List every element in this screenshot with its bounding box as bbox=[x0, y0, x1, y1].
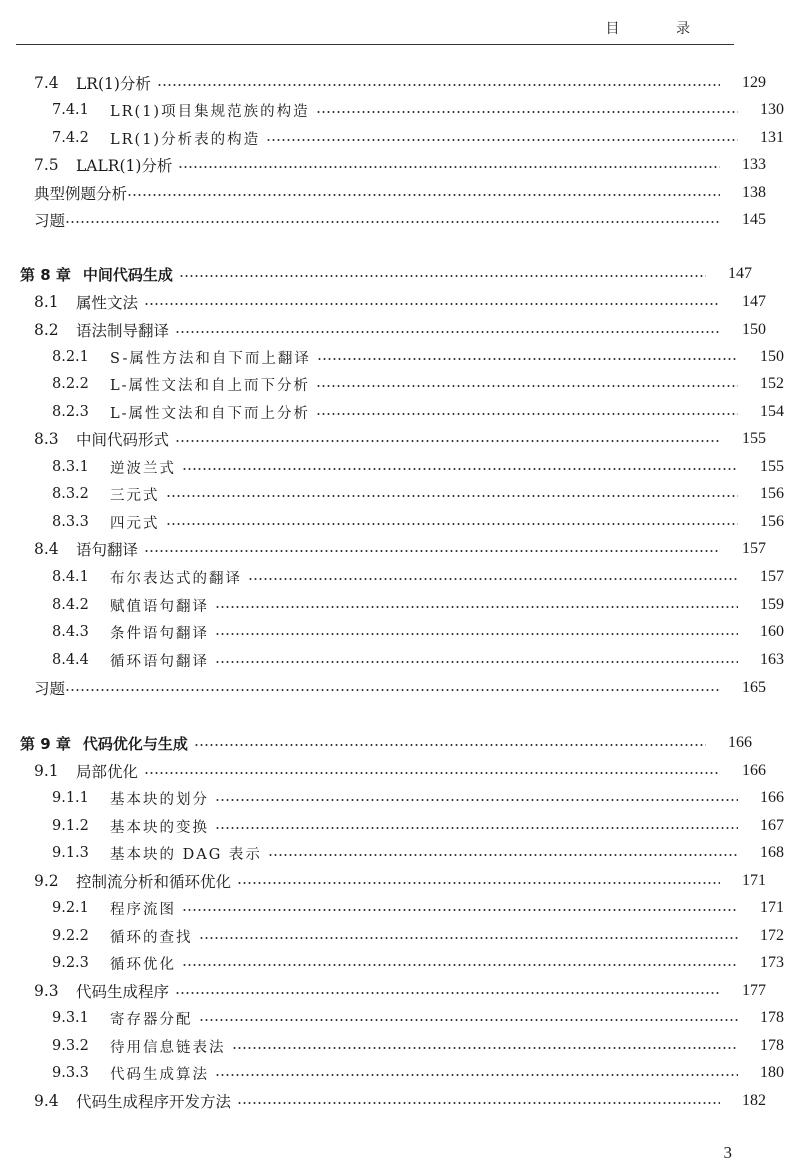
toc-entry-page: 166 bbox=[760, 789, 784, 806]
toc-entry-number: 9.1.1 bbox=[52, 790, 89, 806]
toc-entry-title: LR(1)分析表的构造 bbox=[110, 131, 261, 148]
toc-entry-title: 基本块的变换 bbox=[110, 819, 209, 836]
toc-entry-page: 173 bbox=[760, 954, 784, 971]
dot-leader bbox=[232, 1047, 739, 1049]
toc-entry-title: LR(1)项目集规范族的构造 bbox=[110, 103, 310, 120]
toc-entry[interactable] bbox=[0, 97, 802, 123]
toc-entry-title: 代码生成程序 bbox=[76, 983, 170, 1001]
toc-entry-page: 156 bbox=[760, 485, 784, 502]
toc-entry-page: 166 bbox=[728, 734, 752, 751]
toc-entry-number: 9.2.2 bbox=[52, 928, 89, 944]
header-title: 目 录 bbox=[605, 21, 716, 37]
toc-entry[interactable] bbox=[0, 1088, 784, 1114]
toc-entry-page: 147 bbox=[742, 293, 766, 310]
dot-leader bbox=[178, 166, 720, 168]
toc-entry-page: 154 bbox=[760, 403, 784, 420]
toc-entry-title: 控制流分析和循环优化 bbox=[76, 873, 232, 891]
toc-entry[interactable] bbox=[0, 344, 802, 370]
toc-entry-title: 赋值语句翻译 bbox=[110, 598, 209, 615]
toc-entry-page: 159 bbox=[760, 596, 784, 613]
dot-leader bbox=[65, 689, 720, 691]
toc-entry-page: 138 bbox=[742, 184, 766, 201]
toc-entry-number: 9.3.3 bbox=[52, 1065, 89, 1081]
toc-entry-number: 8.2 bbox=[34, 321, 59, 339]
dot-leader bbox=[194, 744, 706, 746]
toc-entry-number: 9.2.3 bbox=[52, 955, 89, 971]
toc-entry[interactable] bbox=[0, 371, 802, 397]
toc-entry-title: L-属性文法和自下而上分析 bbox=[110, 405, 311, 422]
toc-entry-title: 逆波兰式 bbox=[110, 460, 176, 477]
toc-entry-page: 165 bbox=[742, 679, 766, 696]
toc-entry[interactable] bbox=[0, 592, 802, 618]
toc-entry-page: 160 bbox=[760, 623, 784, 640]
toc-entry-page: 167 bbox=[760, 817, 784, 834]
toc-entry-number: 9.1 bbox=[34, 762, 59, 780]
toc-entry-title: 代码生成算法 bbox=[110, 1066, 209, 1083]
toc-entry-title: 代码生成程序开发方法 bbox=[76, 1093, 232, 1111]
toc-entry[interactable] bbox=[0, 70, 784, 96]
toc-entry[interactable] bbox=[0, 675, 784, 701]
dot-leader bbox=[182, 964, 738, 966]
toc-entry-title: 代码优化与生成 bbox=[82, 734, 188, 753]
toc-entry-number: 8.3.1 bbox=[52, 459, 89, 475]
toc-entry-page: 178 bbox=[760, 1037, 784, 1054]
dot-leader bbox=[144, 303, 720, 305]
toc-entry-title: 循环优化 bbox=[110, 956, 176, 973]
toc-entry[interactable] bbox=[0, 619, 802, 645]
dot-leader bbox=[175, 331, 720, 333]
toc-entry-page: 156 bbox=[760, 513, 784, 530]
toc-entry-number: 第 8 章 bbox=[20, 265, 71, 284]
toc-entry-number: 8.4.2 bbox=[52, 597, 89, 613]
toc-entry[interactable] bbox=[0, 152, 784, 178]
dot-leader bbox=[237, 882, 720, 884]
toc-entry[interactable] bbox=[0, 426, 784, 452]
toc-entry-title: 四元式 bbox=[110, 515, 160, 532]
toc-entry-title: 寄存器分配 bbox=[110, 1011, 193, 1028]
toc-entry-page: 155 bbox=[760, 458, 784, 475]
dot-leader bbox=[268, 854, 738, 856]
toc-entry[interactable] bbox=[0, 536, 784, 562]
toc-entry-number: 7.5 bbox=[34, 156, 59, 174]
toc-entry[interactable] bbox=[0, 1005, 802, 1031]
toc-entry[interactable] bbox=[0, 950, 802, 976]
toc-entry-title: LR(1)分析 bbox=[76, 75, 151, 93]
toc-entry-title: LALR(1)分析 bbox=[76, 157, 173, 175]
toc-entry-number: 8.3.3 bbox=[52, 514, 89, 530]
toc-entry-page: 150 bbox=[742, 321, 766, 338]
toc-entry-number: 9.2.1 bbox=[52, 900, 89, 916]
toc-entry-page: 171 bbox=[742, 872, 766, 889]
toc-entry-page: 180 bbox=[760, 1064, 784, 1081]
toc-entry[interactable] bbox=[0, 895, 802, 921]
toc-entry-title: 习题 bbox=[34, 212, 66, 230]
toc-entry-number: 9.3.2 bbox=[52, 1038, 89, 1054]
toc-entry-title: 三元式 bbox=[110, 487, 160, 504]
toc-entry-page: 168 bbox=[760, 844, 784, 861]
dot-leader bbox=[316, 413, 738, 415]
toc-entry-number: 8.2.1 bbox=[52, 349, 89, 365]
dot-leader bbox=[215, 1074, 738, 1076]
toc-entry[interactable] bbox=[0, 813, 802, 839]
toc-entry[interactable] bbox=[0, 454, 802, 480]
toc-entry-title: 待用信息链表法 bbox=[110, 1039, 226, 1056]
toc-entry-number: 9.1.3 bbox=[52, 845, 89, 861]
toc-entry-page: 172 bbox=[760, 927, 784, 944]
dot-leader bbox=[237, 1102, 720, 1104]
toc-entry[interactable] bbox=[0, 978, 784, 1004]
toc-entry-page: 166 bbox=[742, 762, 766, 779]
toc-entry[interactable] bbox=[0, 785, 802, 811]
toc-entry[interactable] bbox=[0, 509, 802, 535]
toc-entry-page: 130 bbox=[760, 101, 784, 118]
dot-leader bbox=[199, 937, 739, 939]
dot-leader bbox=[317, 358, 738, 360]
dot-leader bbox=[182, 468, 738, 470]
toc-entry-number: 7.4 bbox=[34, 74, 59, 92]
toc-entry-number: 第 9 章 bbox=[20, 734, 71, 753]
toc-entry-page: 147 bbox=[728, 265, 752, 282]
toc-entry[interactable] bbox=[0, 647, 802, 673]
toc-entry-title: 语句翻译 bbox=[76, 541, 139, 559]
toc-entry-number: 8.2.3 bbox=[52, 404, 89, 420]
dot-leader bbox=[182, 909, 738, 911]
toc-entry-page: 152 bbox=[760, 375, 784, 392]
toc-entry-number: 8.4.1 bbox=[52, 569, 89, 585]
toc-entry-number: 9.3.1 bbox=[52, 1010, 89, 1026]
toc-entry[interactable] bbox=[0, 180, 784, 206]
toc-entry-title: 循环语句翻译 bbox=[110, 653, 209, 670]
dot-leader bbox=[144, 550, 720, 552]
toc-entry-title: S-属性方法和自下而上翻译 bbox=[110, 350, 311, 367]
toc-entry-title: 典型例题分析 bbox=[34, 185, 128, 203]
toc-entry-number: 9.2 bbox=[34, 872, 59, 890]
dot-leader bbox=[166, 495, 739, 497]
toc-entry[interactable] bbox=[0, 564, 802, 590]
dot-leader bbox=[175, 992, 720, 994]
toc-entry-title: 程序流图 bbox=[110, 901, 176, 918]
toc-entry-number: 7.4.1 bbox=[52, 102, 89, 118]
toc-entry-page: 157 bbox=[760, 568, 784, 585]
toc-entry-page: 177 bbox=[742, 982, 766, 999]
toc-entry-page: 131 bbox=[760, 129, 784, 146]
toc-entry-number: 8.1 bbox=[34, 293, 59, 311]
dot-leader bbox=[248, 578, 738, 580]
toc-entry-title: 语法制导翻译 bbox=[76, 322, 170, 340]
toc-entry-number: 9.4 bbox=[34, 1092, 59, 1110]
toc-entry-number: 7.4.2 bbox=[52, 130, 89, 146]
toc-entry-page: 178 bbox=[760, 1009, 784, 1026]
dot-leader bbox=[157, 84, 720, 86]
toc-entry[interactable] bbox=[0, 399, 802, 425]
dot-leader bbox=[215, 633, 738, 635]
toc-entry-title: 中间代码生成 bbox=[82, 265, 173, 284]
toc-entry-number: 8.4.3 bbox=[52, 624, 89, 640]
toc-entry-page: 145 bbox=[742, 211, 766, 228]
toc-entry-title: 基本块的 DAG 表示 bbox=[110, 846, 262, 863]
toc-entry-title: 属性文法 bbox=[76, 294, 139, 312]
toc-entry-title: 中间代码形式 bbox=[76, 431, 170, 449]
dot-leader bbox=[127, 194, 720, 196]
toc-entry-title: 习题 bbox=[34, 680, 66, 698]
toc-entry[interactable] bbox=[0, 207, 784, 233]
dot-leader bbox=[266, 139, 738, 141]
toc-entry[interactable] bbox=[0, 923, 802, 949]
toc-entry[interactable] bbox=[0, 289, 784, 315]
dot-leader bbox=[215, 799, 738, 801]
toc-entry-page: 182 bbox=[742, 1092, 766, 1109]
toc-entry[interactable] bbox=[0, 758, 784, 784]
dot-leader bbox=[316, 385, 738, 387]
dot-leader bbox=[179, 275, 706, 277]
toc-entry-title: 基本块的划分 bbox=[110, 791, 209, 808]
toc-entry-page: 157 bbox=[742, 540, 766, 557]
dot-leader bbox=[199, 1019, 739, 1021]
toc-entry-page: 150 bbox=[760, 348, 784, 365]
dot-leader bbox=[215, 606, 738, 608]
dot-leader bbox=[215, 661, 738, 663]
toc-entry[interactable] bbox=[0, 317, 784, 343]
dot-leader bbox=[65, 221, 720, 223]
toc-entry-number: 8.3 bbox=[34, 430, 59, 448]
toc-entry[interactable] bbox=[0, 481, 802, 507]
toc-entry[interactable] bbox=[0, 1033, 802, 1059]
dot-leader bbox=[215, 827, 738, 829]
toc-entry[interactable] bbox=[0, 1060, 802, 1086]
toc-entry-page: 155 bbox=[742, 430, 766, 447]
toc-entry-page: 133 bbox=[742, 156, 766, 173]
toc-entry-number: 8.4 bbox=[34, 540, 59, 558]
toc-entry-number: 9.1.2 bbox=[52, 818, 89, 834]
toc-entry-title: L-属性文法和自上而下分析 bbox=[110, 377, 311, 394]
toc-entry-number: 9.3 bbox=[34, 982, 59, 1000]
toc-entry[interactable] bbox=[0, 868, 784, 894]
running-header bbox=[16, 0, 734, 45]
dot-leader bbox=[316, 111, 738, 113]
toc-entry-page: 171 bbox=[760, 899, 784, 916]
toc-entry[interactable] bbox=[0, 840, 802, 866]
toc-entry-title: 条件语句翻译 bbox=[110, 625, 209, 642]
toc-entry-number: 8.2.2 bbox=[52, 376, 89, 392]
toc-entry-title: 局部优化 bbox=[76, 763, 139, 781]
toc-entry-title: 循环的查找 bbox=[110, 929, 193, 946]
toc-entry-number: 8.4.4 bbox=[52, 652, 89, 668]
page-number: 3 bbox=[723, 1143, 732, 1162]
dot-leader bbox=[166, 523, 739, 525]
dot-leader bbox=[175, 440, 720, 442]
toc-entry[interactable] bbox=[0, 261, 770, 287]
toc-entry-number: 8.3.2 bbox=[52, 486, 89, 502]
toc-entry[interactable] bbox=[0, 730, 770, 756]
dot-leader bbox=[144, 772, 720, 774]
toc-entry-title: 布尔表达式的翻译 bbox=[110, 570, 242, 587]
toc-entry-page: 129 bbox=[742, 74, 766, 91]
toc-entry-page: 163 bbox=[760, 651, 784, 668]
toc-entry[interactable] bbox=[0, 125, 802, 151]
